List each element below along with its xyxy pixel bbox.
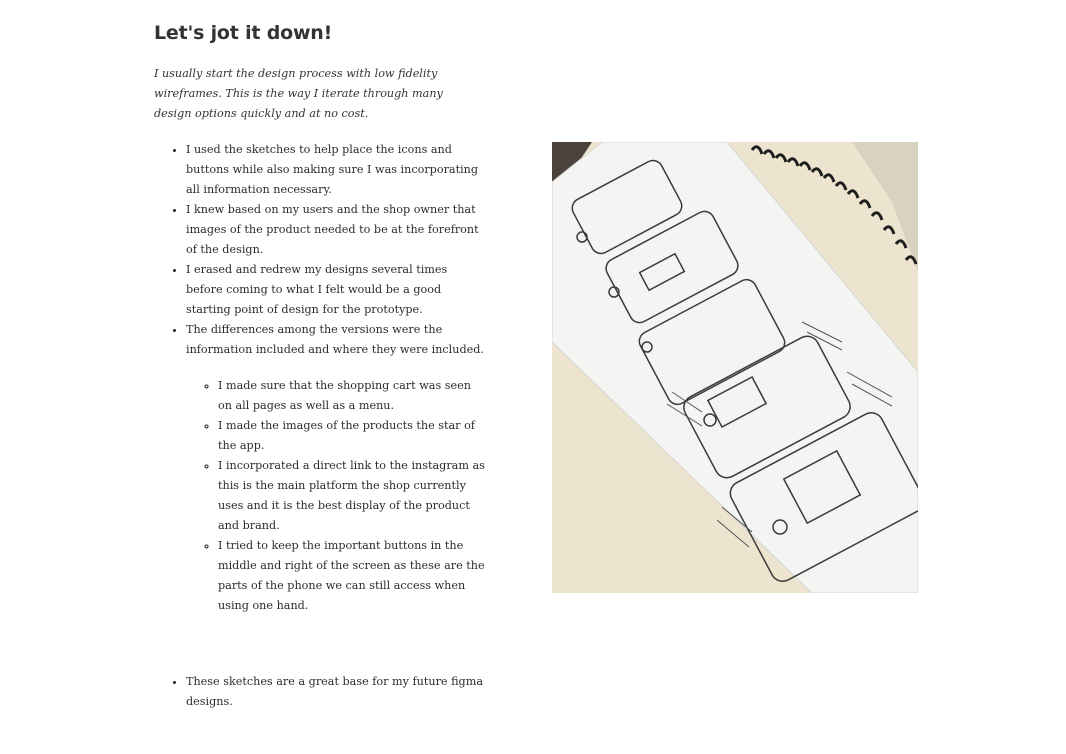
sub-list-item-text: I made sure that the shopping cart was seen on all pages as well as a menu. [218, 379, 471, 412]
sub-list-item-text: I incorporated a direct link to the instagram as this is the main platform the shop currently uses and it is the best display of the product and brand. [218, 459, 485, 532]
list-item-text: I knew based on my users and the shop owner that images of the product needed to be at the forefront of the design. [186, 203, 479, 256]
list-item [186, 320, 486, 616]
list-item-text: I erased and redrew my designs several times before coming to what I felt would be a good starting point of design for the prototype. [186, 263, 448, 316]
sub-list-item-text: I made the images of the products the star of the app. [218, 419, 475, 452]
list-item [186, 140, 486, 200]
bullet-list [154, 140, 486, 616]
list-item [186, 260, 486, 320]
sub-list-item [218, 536, 486, 616]
list-item-text: I used the sketches to help place the icons and buttons while also making sure I was incorporating all information necessary. [186, 143, 479, 196]
sub-list-item [218, 376, 486, 416]
intro-text: I usually start the design process with low fidelity wireframes. This is the way I iterate through many design options quickly and at no cost. [154, 67, 443, 120]
wireframe-sketch-photo [552, 142, 918, 593]
list-item-text: These sketches are a great base for my future figma designs. [186, 675, 483, 708]
section-heading: Let's jot it down! [154, 22, 333, 44]
final-bullet-list [154, 672, 486, 712]
list-item-text: The differences among the versions were the information included and where they were included. [186, 323, 484, 356]
sub-bullet-list [186, 376, 486, 616]
sketch-photo-icon [552, 142, 918, 593]
sub-list-item [218, 416, 486, 456]
sub-list-item-text: I tried to keep the important buttons in the middle and right of the screen as these are the parts of the phone we can still access when using one hand. [218, 539, 485, 612]
list-item [186, 200, 486, 260]
list-item [186, 672, 486, 712]
sub-list-item [218, 456, 486, 536]
